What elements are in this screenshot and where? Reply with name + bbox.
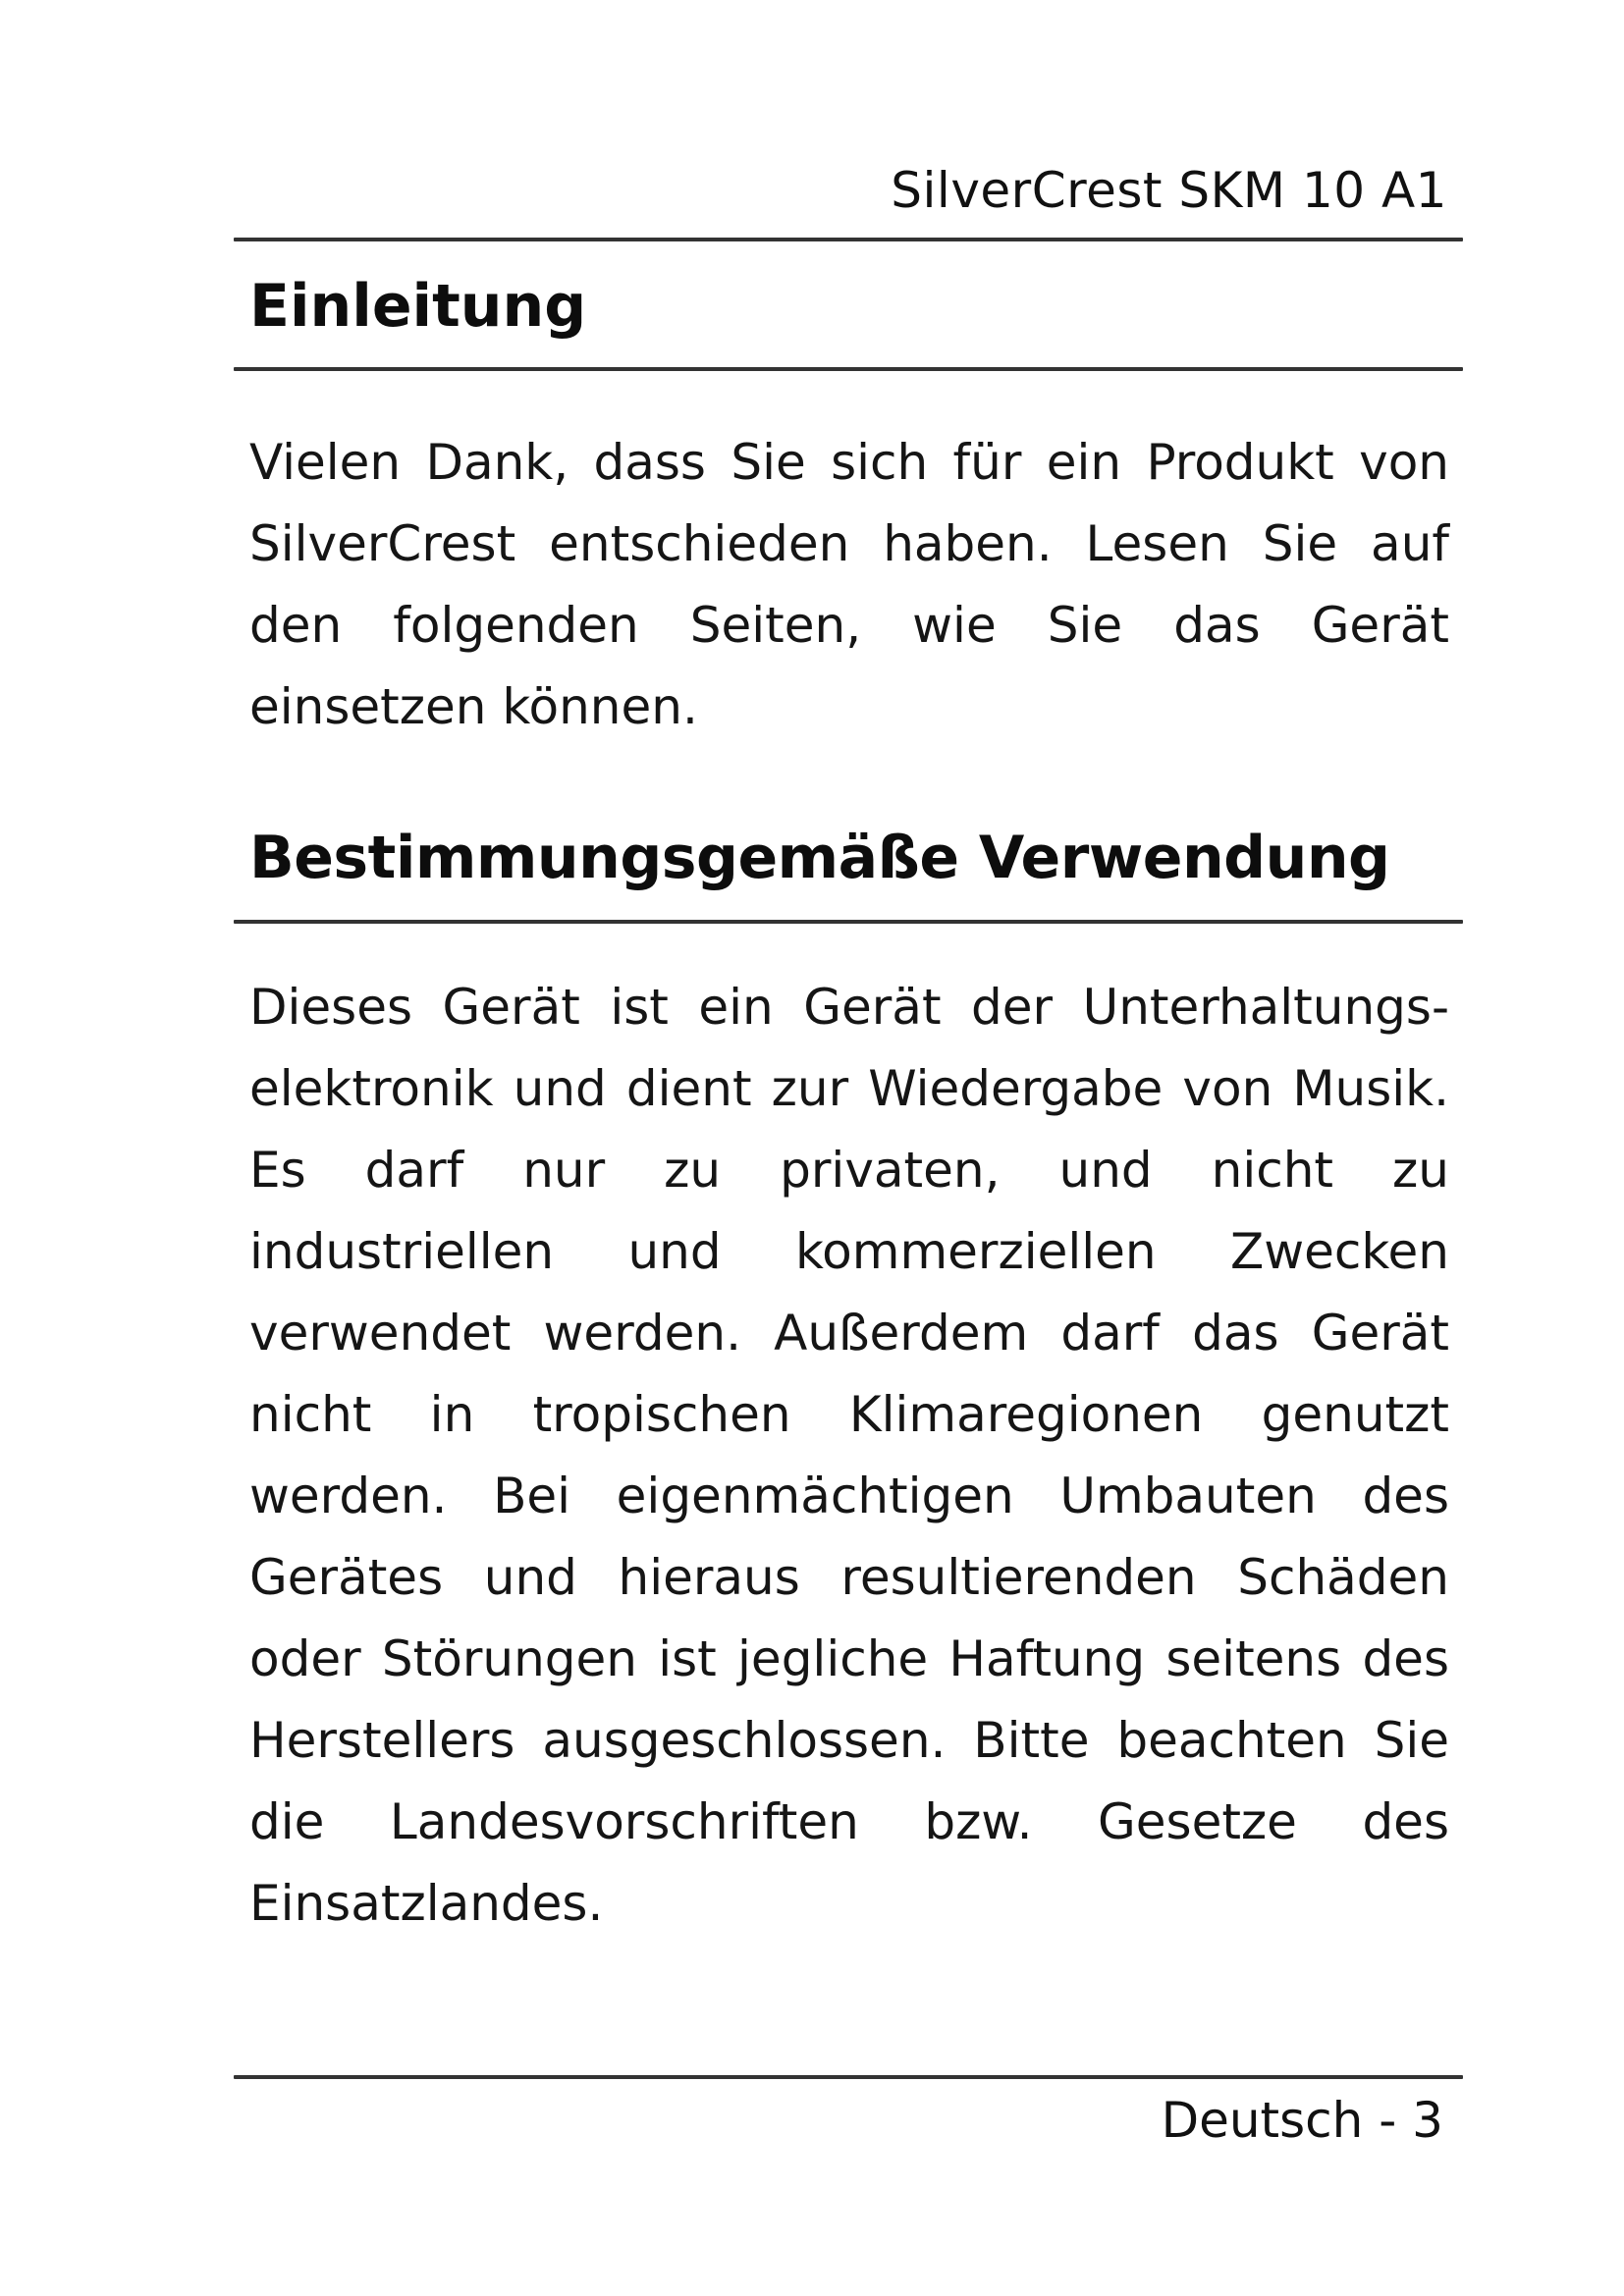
section-heading-intended-use: Bestimmungsgemäße Verwendung <box>249 824 1390 892</box>
section-rule <box>234 920 1463 924</box>
document-page <box>234 0 1463 2296</box>
section-heading-introduction: Einleitung <box>249 272 587 341</box>
running-header: SilverCrest SKM 10 A1 <box>891 162 1447 219</box>
section-body-intended-use: Dieses Gerät ist ein Gerät der Unterhaltungs-elektronik und dient zur Wiedergabe von Musik. Es darf nur zu privaten, und nicht zu industriellen und kommerziellen Zwecken verwendet werden. Außerdem darf das Gerät nicht in tropischen Klimaregionen genutzt werden. Bei eigenmächtigen Umbauten des Gerätes und hieraus resultierenden Schäden oder Störungen ist jegliche Haftung seitens des Herstellers ausgeschlossen. Bitte beachten Sie die Landesvorschriften bzw. Gesetze des Einsatzlandes. <box>249 979 1449 1932</box>
section-body-introduction: Vielen Dank, dass Sie sich für ein Produkt von SilverCrest entschieden haben. Lesen Sie auf den folgenden Seiten, wie Sie das Gerät einsetzen können. <box>249 434 1449 735</box>
header-rule <box>234 238 1463 241</box>
page-footer: Deutsch - 3 <box>1161 2092 1443 2149</box>
section-rule <box>234 367 1463 371</box>
footer-rule <box>234 2075 1463 2079</box>
